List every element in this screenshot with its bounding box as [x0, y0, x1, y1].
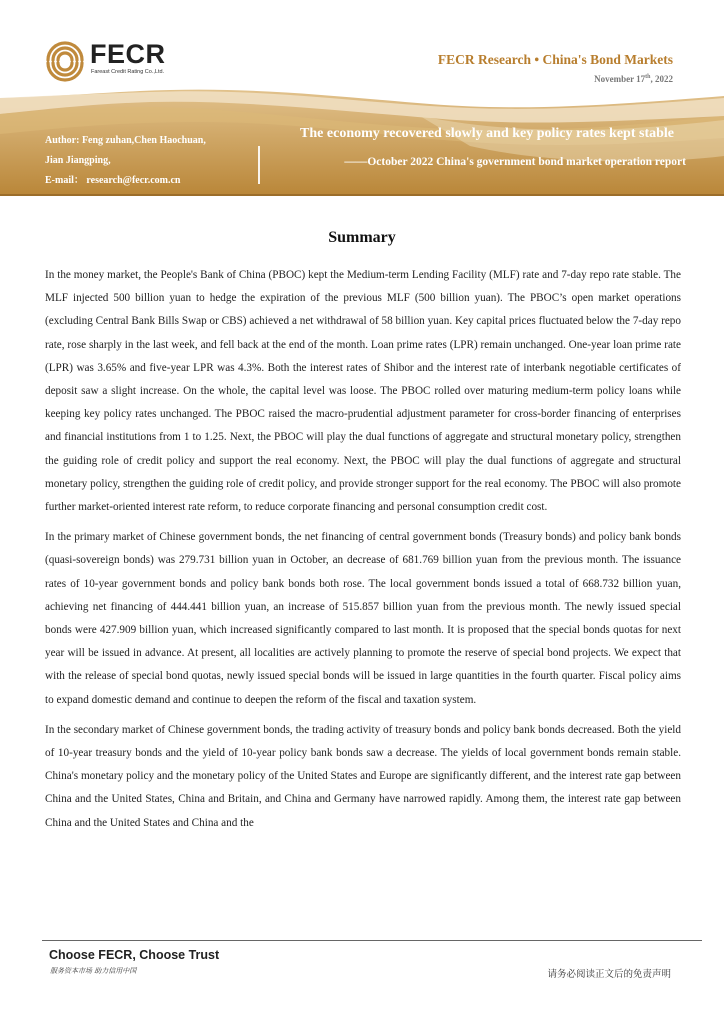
summary-paragraph: In the primary market of Chinese government bonds, the net financing of central government bonds (Treasury bonds) and policy bank bonds (quasi-sovereign bonds) was 279.731 billion yuan in October, an decrease of 681.769 billion yuan from the previous month. The issuance rates of 10-year government bonds and policy bank bonds both rose. The local government bonds issued a total of 668.732 billion yuan, achieving net financing of 444.441 billion yuan, an increase of 515.857 billion yuan from the previous month. The newly issued special bonds were 427.909 billion yuan, which increased significantly compared to last month. It is proposed that the special bonds quotas for next year will be issued in advance. At present, all localities are actively planning to promote the reserve of special bond projects. We expect that with the release of special bond quotas, newly issued special bonds will be issued in large quantities in the fourth quarter. Fiscal policy aims to expand domestic demand and continue to deepen the reform of the fiscal and taxation system. [45, 531, 681, 706]
author-email: E-mail： research@fecr.com.cn [45, 175, 181, 186]
footer-disclaimer-note: 请务必阅读正文后的免责声明 [547, 969, 671, 980]
summary-body [45, 264, 681, 842]
summary-paragraph: In the secondary market of Chinese government bonds, the trading activity of treasury bonds and policy bank bonds decreased. Both the yield of 10-year treasury bonds and the yield of 10-year policy bank bonds saw a decrease. The yields of local government bonds remain stable. China's monetary policy and the monetary policy of the United States and Europe are significantly different, and the interest rate gap between China and the United States, China and Britain, and China and Germany have narrowed rapidly. Among them, the interest rate gap between China and the United States and China and the [45, 723, 681, 829]
footer-divider [42, 940, 702, 941]
summary-heading: Summary [328, 229, 396, 246]
author-block [45, 135, 206, 195]
header-series-title: FECR Research • China's Bond Markets [437, 52, 673, 67]
band-divider [258, 146, 260, 184]
report-title: The economy recovered slowly and key policy rates kept stable [300, 126, 674, 141]
fecr-rings-icon [42, 38, 88, 82]
footer-slogan: Choose FECR, Choose Trust [49, 948, 220, 962]
fecr-logo [42, 38, 192, 82]
summary-paragraph: In the money market, the People's Bank of China (PBOC) kept the Medium-term Lending Facility (MLF) rate and 7-day repo rate stable. The MLF injected 500 billion yuan to hedge the expiration of the previous MLF (500 billion yuan). The PBOC’s open market operations (excluding Central Bank Bills Swap or CBS) achieved a net withdrawal of 58 billion yuan. Key capital prices fluctuated below the 7-day repo rate, rose sharply in the last week, and fell back at the end of the month. Loan prime rates (LPR) remain unchanged. One-year loan prime rate (LPR) was 3.65% and five-year LPR was 4.3%. Both the interest rates of Shibor and the interest rate of interbank negotiable certificates of deposit saw a slight increase. On the whole, the capital level was loose. The PBOC rolled over maturing medium-term policy loans while keeping key policy rates unchanged. The PBOC raised the macro-prudential adjustment parameter for cross-border financing of enterprises and financial institutions from 1 to 1.25. Next, the PBOC will play the dual functions of aggregate and structural monetary policy, strengthen the guiding role of credit policy and support the real economy. Next, the PBOC will play the dual functions of aggregate and structural monetary policy, strengthen the guiding role of credit policy, and provide stronger support for the real economy. The PBOC will also promote further market-oriented interest rate reform, to reduce corporate financing and personal consumption credit cost. [45, 269, 681, 514]
header-date: November 17th, 2022 [594, 74, 673, 84]
logo-company-name: Fareast Credit Rating Co.,Ltd. [91, 69, 165, 75]
author-line-1: Author: Feng zuhan,Chen Haochuan, [45, 135, 206, 146]
report-subtitle: ——October 2022 China's government bond market operation report [344, 156, 686, 168]
author-line-2: Jian Jiangping, [45, 155, 111, 166]
footer-tagline: 服务资本市场 助力信用中国 [50, 967, 137, 975]
logo-wordmark: FECR [90, 39, 166, 69]
